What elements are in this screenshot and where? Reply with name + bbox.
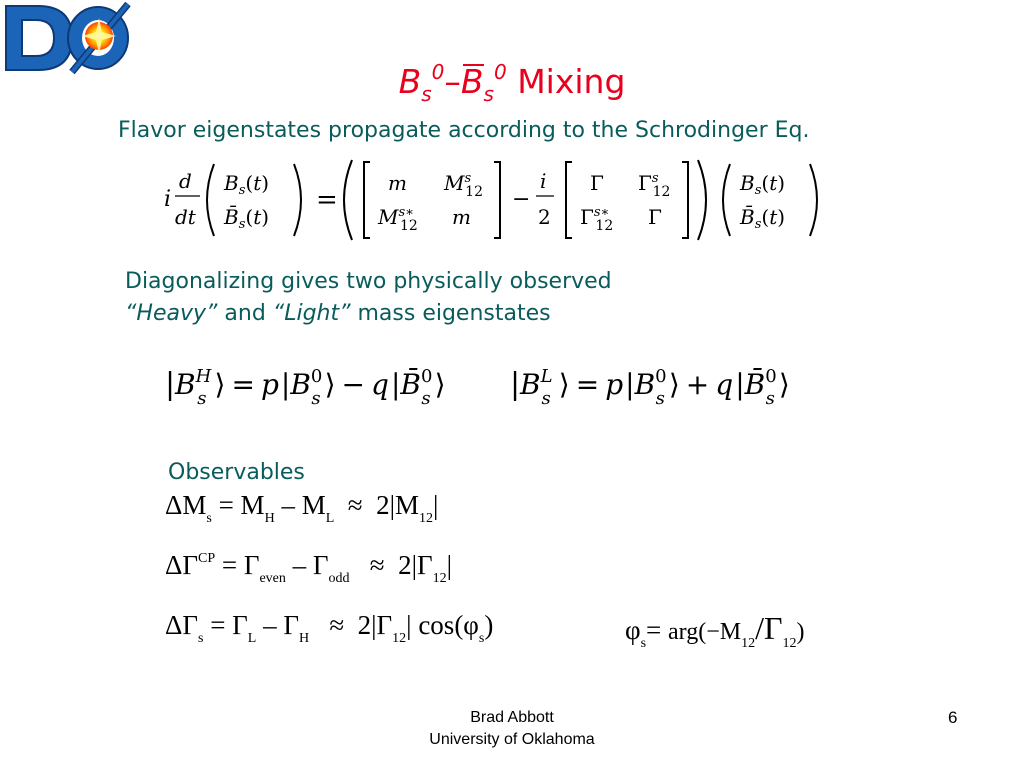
svg-text:B̄s(t): $B̄_s(t)$	[224, 205, 270, 232]
diagonalizing-line-1: Diagonalizing gives two physically observed	[125, 269, 612, 294]
svg-text:|: |	[510, 367, 521, 402]
page-number: 6	[948, 708, 958, 727]
observables-label: Observables	[168, 460, 305, 485]
svg-text:Γs12: $\Gamma^s$ 12	[638, 171, 671, 200]
svg-text:Γ: Γ	[648, 205, 662, 229]
svg-text:Bs(t): $B_s(t)$	[740, 171, 786, 198]
heavy-label: “Heavy”	[125, 301, 218, 326]
svg-text:i: i	[164, 187, 172, 212]
svg-text:m: m	[388, 171, 407, 195]
svg-text:BHs⟩=p|B0s⟩−q|B̄0s⟩: $B^H$ s ⟩ = $p|B^0$ s ⟩ − q|B̄$^0$ s ⟩	[175, 366, 446, 409]
footer-institution: University of Oklahoma	[429, 731, 595, 748]
mass-eigenstate-equations	[165, 356, 815, 412]
svg-text:BLs⟩=p|B0s⟩+q|B̄0s⟩: $B^L$ s ⟩ = $p|B^0$ s ⟩ + q|B̄$^0$ s ⟩	[520, 366, 790, 409]
svg-text:d: d	[179, 169, 192, 193]
svg-text:−: −	[512, 187, 531, 212]
delta-gamma-s-equation: $\Delta\Gamma_s = \Gamma_L - \Gamma_H \approx 2|\Gamma_{12}|$ $\cos(\varphi_s)$	[165, 610, 494, 646]
subtitle: Flavor eigenstates propagate according to the Schrodinger Eq.	[118, 118, 810, 143]
svg-text:dt: dt	[175, 205, 196, 229]
svg-text:|: |	[165, 367, 176, 402]
phi-s-equation: $\varphi_s= arg(-M_{12}/\Gamma_{12})$	[625, 610, 805, 651]
svg-text:2: 2	[538, 205, 551, 229]
svg-text:Ms12: $M^s$ 12	[444, 171, 483, 200]
svg-text:Γ: Γ	[590, 171, 604, 195]
light-label: “Light”	[272, 301, 351, 326]
slide-title: $B_s^0-B_s^0$ Mixing	[398, 60, 626, 106]
svg-text:=: =	[316, 185, 338, 215]
svg-text:Bs(t): $B_s(t)$	[224, 171, 270, 198]
diagonalizing-line-2: “Heavy” and “Light” mass eigenstates	[125, 301, 551, 326]
schrodinger-equation	[160, 158, 830, 242]
svg-text:B̄s(t): $B̄_s(t)$	[740, 205, 786, 232]
svg-text:i: i	[540, 169, 547, 193]
svg-text:Ms∗12: $M^{s∗}$ 12	[378, 205, 418, 234]
delta-gamma-cp-equation: $\Delta\Gamma^{CP} = \Gamma_{even} - \Gamma_{odd} \approx 2|\Gamma_{12}|$	[165, 550, 452, 586]
delta-m-equation: $\Delta M_s = M_H - M_L \approx 2|M_{12}|$	[165, 490, 439, 526]
footer-author: Brad Abbott	[470, 709, 554, 726]
svg-text:Γs∗12: $\Gamma^{s∗}$ 12	[580, 205, 614, 234]
svg-text:m: m	[452, 205, 471, 229]
